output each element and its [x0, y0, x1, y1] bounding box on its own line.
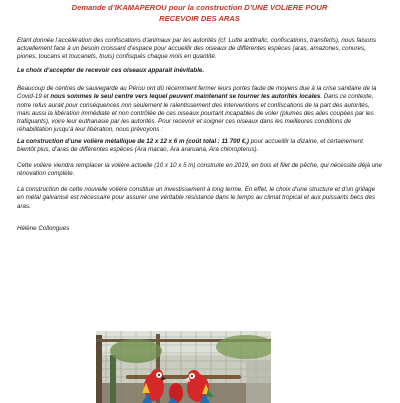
signature: Hélène Collongues — [17, 224, 70, 232]
context-emphasis: nous sommes le seul centre vers lequel peuvent maintenant se tourner les autorités locales — [50, 93, 321, 101]
document-title — [17, 0, 382, 24]
context-paragraph — [17, 85, 382, 134]
investment-paragraph: La construction de cette nouvelle volière constitue un investissement à long terme. En effet, le choix d’une structure et d’un grillage en métal galvanisé est nécessaire pour assurer une véritable résistance dans le temps au climat tropical et aux puissants becs des aras. — [17, 186, 376, 210]
project-text: pour accueillir la dizaine, et certainement bientôt plus, d’aras de différentes espèces (Ara macao, Ara araruana, Ara chloropterus). — [17, 137, 363, 154]
title-line-1: Demande d’IKAMAPEROU pour la construction D’UNE VOLIERE POUR — [71, 3, 328, 12]
title-line-2: RECEVOIR DES ARAS — [159, 13, 240, 23]
context-text-c: . Dans ce contexte, notre refus aurait pour conséquences non seulement le ralentissement des interventions et confiscations de la part des autorités, mais aussi la libération immédiate et non contrôlée de ces oiseaux pourtant incapables de voler (plumes des ailes coupées par les trafiquants), voire leur euthanasie par les autorités. Pour recevoir et soigner ces oiseaux dans les meilleures conditions de réhabilitation jusqu’à leur libération, nous prévoyons : — [17, 93, 374, 133]
context-text-a: Beaucoup de centres de sauvegarde au Pérou ont dû récemment fermer leurs portes faute de moyens due à la crise sanitaire de la Covid-19 et — [17, 85, 377, 101]
subtitle-statement: Le choix d’accepter de recevoir ces oiseaux apparait inévitable. — [17, 67, 205, 75]
project-emphasis: La construction d’une volière métallique de 12 x 12 x 6 m (coût total : 11 700 €,) — [17, 137, 249, 145]
project-paragraph — [17, 138, 382, 154]
intro-paragraph: Etant donnée l’accélération des confiscations d’animaux par les autorités (cf. Lutte antitrafic, confiscations, transferts), nous faisons actuellement face à un besoin croissant d’espace pour accueillir des oiseaux de différentes espèces (aras, amazones, conures, piones, toucans et toucanets, touis) confisqués chaque mois en quantité. — [17, 37, 377, 61]
replacement-paragraph: Cette volière viendra remplacer la volière actuelle (10 x 10 x 5 m) construite en 2019, en bois et filet de pêche, qui nécessite déjà une rénovation complète. — [17, 162, 382, 178]
aviary-illustration — [96, 331, 271, 403]
macaw-aviary-photo — [96, 331, 271, 403]
